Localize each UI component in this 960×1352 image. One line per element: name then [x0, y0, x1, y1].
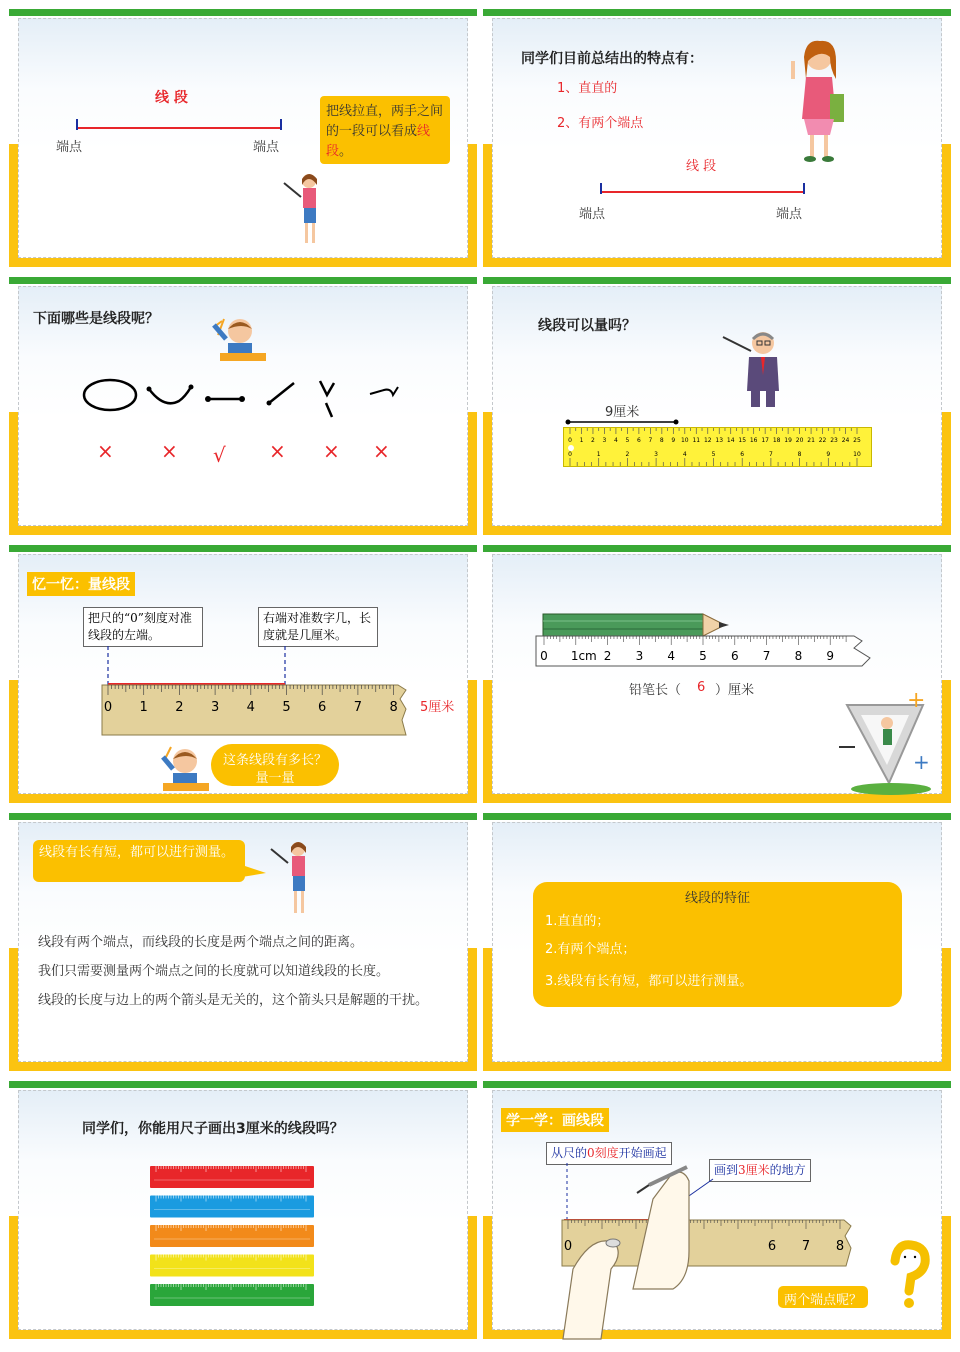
ruler-label: 2 — [603, 649, 612, 663]
paragraph-1: 线段有两个端点，而线段的长度是两个端点之间的距离。 — [38, 935, 364, 950]
ruler-label-top: 24 — [841, 437, 850, 444]
ruler-label: 8 — [835, 1239, 845, 1254]
ruler-label-top: 10 — [680, 437, 689, 444]
ruler-label-bottom: 6 — [740, 451, 745, 458]
paragraph-2: 我们只需要测量两个端点之间的长度就可以知道线段的长度。 — [38, 964, 390, 979]
ruler-label: 3 — [635, 649, 644, 663]
question-bubble — [211, 744, 339, 786]
ruler-marks — [536, 636, 870, 666]
answer-mark-1: × — [97, 439, 114, 463]
note-box — [320, 96, 450, 164]
ruler-label-top: 17 — [761, 437, 769, 444]
ruler-label: 6 — [318, 700, 327, 715]
feature-1: 1、直直的 — [557, 81, 618, 96]
ruler-label-top: 13 — [715, 437, 724, 444]
endpoint-left-label: 端点 — [579, 207, 606, 222]
ruler-hole — [568, 445, 574, 451]
ruler-label-bottom: 2 — [625, 451, 630, 458]
length-result: 5厘米 — [420, 700, 455, 715]
ruler-label-bottom: 5 — [711, 451, 716, 458]
ruler-label-top: 22 — [818, 437, 827, 444]
slide-9[interactable] — [9, 1081, 477, 1339]
endpoint-right-label: 端点 — [776, 207, 803, 222]
slide-10[interactable] — [483, 1081, 951, 1339]
colored-ruler — [150, 1255, 314, 1277]
ruler-label: 8 — [389, 700, 398, 715]
ruler-label-top: 21 — [807, 437, 815, 444]
ruler-label-top: 25 — [853, 437, 861, 444]
segment-line — [483, 9, 951, 267]
hands-drawing-icon — [553, 1159, 753, 1339]
ruler-label: 9 — [826, 649, 835, 663]
feature-3: 3.线段有长有短，都可以进行测量。 — [545, 974, 753, 989]
ruler-label: 0 — [563, 1239, 573, 1254]
ruler-label-top: 8 — [659, 437, 664, 444]
ruler-label-top: 0 — [568, 437, 572, 444]
ruler-label: 1 — [139, 700, 148, 715]
feature-2: 2.有两个端点； — [545, 942, 636, 957]
ruler-label-top: 9 — [671, 437, 676, 444]
question-text: 同学们，你能用尺子画出3厘米的线段吗？ — [82, 1121, 344, 1137]
bubble-text: 线段有长有短，都可以进行测量。 — [39, 845, 235, 860]
ruler-label-top: 4 — [614, 437, 618, 444]
teacher-figure-icon — [279, 171, 339, 251]
callout-right: 右端对准数字几，长度就是几厘米。 — [258, 607, 378, 647]
colored-ruler — [150, 1284, 314, 1306]
answer-mark-5: × — [323, 439, 340, 463]
note-period: 。 — [339, 144, 353, 159]
callout-end-a: 画到 — [714, 1163, 739, 1177]
ruler — [536, 636, 870, 666]
ruler-label-bottom: 4 — [682, 451, 687, 458]
ruler-label-bottom: 8 — [797, 451, 802, 458]
bubble-line-2: 量一量 — [255, 771, 295, 786]
ruler-label: 4 — [667, 649, 676, 663]
question-mascot-icon — [881, 1241, 936, 1311]
ruler-label-top: 16 — [749, 437, 758, 444]
slide-7[interactable] — [9, 813, 477, 1071]
ruler-label: 6 — [767, 1239, 777, 1254]
segment-title: 线 段 — [686, 159, 717, 174]
answer-mark-2: × — [161, 439, 178, 463]
ruler-label: 2 — [175, 700, 184, 715]
colored-ruler — [150, 1196, 314, 1218]
ruler-label-top: 11 — [692, 437, 701, 444]
bubble-line-1: 这条线段有多长？ — [222, 753, 327, 768]
wood-ruler — [102, 685, 406, 735]
slide-5[interactable] — [9, 545, 477, 803]
ruler-marks — [564, 428, 871, 466]
ruler-label-top: 1 — [579, 437, 584, 444]
ruler-label-bottom: 10 — [853, 451, 861, 458]
caption-suffix: ）厘米 — [715, 683, 755, 698]
features-heading: 同学们目前总结出的特点有： — [521, 51, 703, 67]
ruler-label: 7 — [801, 1239, 811, 1254]
callout-end-b: 的地方 — [769, 1163, 806, 1177]
slide-4[interactable] — [483, 277, 951, 535]
teacher-figure-icon — [268, 839, 323, 919]
callout-start-a: 从尺的 — [551, 1146, 588, 1160]
speech-bubble — [33, 840, 245, 882]
ruler-label-top: 14 — [726, 437, 735, 444]
callout-end-value: 3厘米 — [738, 1163, 770, 1177]
math-mascot-icon — [831, 688, 941, 798]
endpoint-left-label: 端点 — [56, 140, 83, 155]
answer-mark-6: × — [373, 439, 390, 463]
svg-text:+: + — [913, 750, 930, 774]
ruler-label-top: 20 — [795, 437, 804, 444]
slide-2[interactable] — [483, 9, 951, 267]
paragraph-3: 线段的长度与边上的两个箭头是无关的，这个箭头只是解题的干扰。 — [38, 993, 429, 1008]
ruler-label: 0 — [103, 700, 113, 715]
colored-ruler — [150, 1166, 314, 1188]
ruler-label: 8 — [794, 649, 803, 663]
ruler-label-top: 6 — [636, 437, 641, 444]
ruler-label: 5 — [282, 700, 291, 715]
ruler-label-top: 5 — [625, 437, 630, 444]
note-text: 把线拉直，两手之间的一段可以看成 — [326, 104, 444, 139]
caption-prefix: 铅笔长（ — [629, 683, 682, 698]
ruler-label-top: 3 — [602, 437, 607, 444]
measure-bracket — [483, 277, 951, 535]
callout-start-b: 开始画起 — [618, 1146, 667, 1160]
ruler-label-bottom: 0 — [568, 451, 572, 458]
ruler-label: 5 — [699, 649, 707, 663]
segment-title: 线 段 — [155, 90, 188, 106]
ruler-label: 4 — [246, 700, 255, 715]
shapes-row — [9, 277, 477, 535]
ruler-label-bottom: 7 — [768, 451, 773, 458]
endpoint-right-label: 端点 — [253, 140, 280, 155]
question-text: 下面哪些是线段呢？ — [33, 311, 159, 327]
callout-start-mark: 刻度 — [594, 1146, 619, 1160]
answer-value: 6 — [697, 680, 706, 695]
answer-mark-4: × — [269, 439, 286, 463]
ruler-label-top: 18 — [772, 437, 781, 444]
ruler-label-top: 23 — [830, 437, 838, 444]
svg-text:+: + — [907, 688, 926, 713]
note-keyword: 线段 — [326, 124, 431, 159]
ruler-label-bottom: 9 — [826, 451, 831, 458]
callout-start-zero: 0 — [587, 1146, 595, 1160]
endpoint-bubble — [778, 1286, 868, 1308]
ruler-label: 6 — [730, 649, 739, 663]
colored-rulers — [150, 1166, 314, 1311]
colored-ruler — [150, 1225, 314, 1247]
slide-1[interactable] — [9, 9, 477, 267]
ruler-label-top: 12 — [703, 437, 712, 444]
ruler-label-bottom: 3 — [654, 451, 659, 458]
features-title: 线段的特征 — [684, 891, 750, 906]
features-box — [533, 882, 902, 1007]
bubble-text: 两个端点呢？ — [783, 1293, 862, 1308]
ruler-marks — [102, 685, 406, 735]
ruler-label: 0 — [540, 649, 548, 663]
ruler-label: 3 — [210, 700, 220, 715]
student-icon — [159, 745, 219, 795]
ruler-label-bottom: 1 — [596, 451, 601, 458]
section-tag: 学一学：画线段 — [501, 1108, 609, 1132]
teacher-figure-icon — [786, 39, 856, 164]
slide-8[interactable] — [483, 813, 951, 1071]
section-tag: 忆一忆：量线段 — [27, 572, 135, 596]
ruler-label-top: 19 — [784, 437, 792, 444]
ruler-label-top: 7 — [648, 437, 653, 444]
slide-3[interactable] — [9, 277, 477, 535]
answer-mark-3: √ — [213, 443, 226, 467]
ruler-label-top: 15 — [738, 437, 747, 444]
question-text: 线段可以量吗？ — [538, 318, 636, 334]
ruler-label-top: 2 — [591, 437, 595, 444]
ruler-label: 7 — [353, 700, 363, 715]
feature-1: 1.直直的； — [545, 914, 610, 929]
callout-zero: 把尺的“0”刻度对准线段的左端。 — [83, 607, 203, 647]
slide-6[interactable] — [483, 545, 951, 803]
measure-label: 9厘米 — [605, 405, 640, 420]
ruler-label: 1cm — [570, 649, 597, 663]
ruler-label: 7 — [762, 649, 771, 663]
pencil-icon — [543, 612, 743, 638]
ruler — [563, 427, 872, 467]
feature-2: 2、有两个端点 — [557, 116, 644, 131]
rulers-stack — [150, 1166, 314, 1311]
